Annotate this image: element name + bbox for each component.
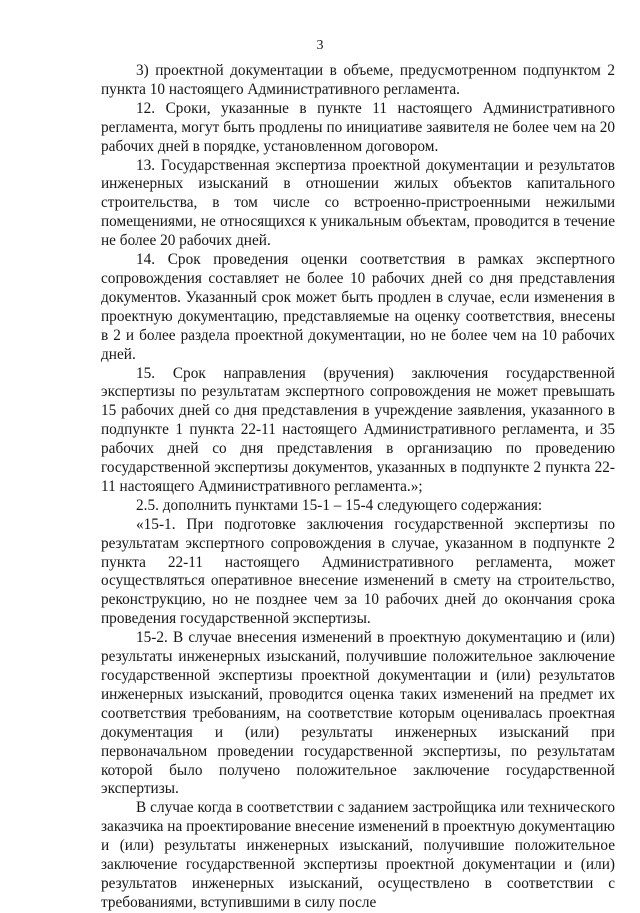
paragraph-item-3: 3) проектной документации в объеме, предусмотренном подпунктом 2 пункта 10 настоящего Административного регламента.	[101, 62, 615, 98]
paragraph-15-2-continuation: В случае когда в соответствии с заданием застройщика или технического заказчика на проектирование внесение изменений в проектную документацию и (или) результаты инженерных изысканий, получившие положительное заключение государственной экспертизы проектной документации и (или) результатов инженерных изысканий, осуществлено в соответствии с требованиями, вступившими в силу после	[101, 799, 615, 911]
document-body	[101, 62, 615, 913]
page-number: 3	[316, 38, 324, 53]
paragraph-13: 13. Государственная экспертиза проектной документации и результатов инженерных изысканий в отношении жилых объектов капитального строительства, в том числе со встроенно-пристроенными нежилыми помещениями, не относящихся к уникальным объектам, проводится в течение не более 20 рабочих дней.	[101, 156, 615, 250]
paragraph-15-2: 15-2. В случае внесения изменений в проектную документацию и (или) результаты инженерных изысканий, получившие положительное заключение государственной экспертизы проектной документации и (или) результатов инженерных изысканий, проводится оценка таких изменений на предмет их соответствия требованиям, на соответствие которым оценивалась проектная документация и (или) результаты инженерных изысканий при первоначальном проведении государственной экспертизы, по результатам которой было получено положительное заключение государственной экспертизы.	[101, 629, 615, 798]
paragraph-15: 15. Срок направления (вручения) заключения государственной экспертизы по результатам экспертного сопровождения не может превышать 15 рабочих дней со дня представления в учреждение заявления, указанного в подпункте 1 пункта 22-11 настоящего Административного регламента, и 35 рабочих дней со дня представления в организацию по проведению государственной экспертизы документов, указанных в подпункте 2 пункта 22-11 настоящего Административного регламента.»;	[101, 364, 615, 495]
paragraph-14: 14. Срок проведения оценки соответствия в рамках экспертного сопровождения составляет не более 10 рабочих дней со дня представления документов. Указанный срок может быть продлен в случае, если изменения в проектную документацию, представляемые на оценку соответствия, внесены в 2 и более раздела проектной документации, но не более чем на 10 рабочих дней.	[101, 251, 615, 363]
paragraph-15-1: «15-1. При подготовке заключения государственной экспертизы по результатам экспертного сопровождения в случае, указанном в подпункте 2 пункта 22-11 настоящего Административного регламента, может осуществляться оперативное внесение изменений в смету на строительство, реконструкцию, но не позднее чем за 10 рабочих дней до окончания срока проведения государственной экспертизы.	[101, 515, 615, 628]
paragraph-12: 12. Сроки, указанные в пункте 11 настоящего Административного регламента, могут быть продлены по инициативе заявителя не более чем на 20 рабочих дней в порядке, установленном договором.	[101, 99, 615, 155]
paragraph-2-5: 2.5. дополнить пунктами 15-1 – 15-4 следующего содержания:	[136, 496, 543, 514]
